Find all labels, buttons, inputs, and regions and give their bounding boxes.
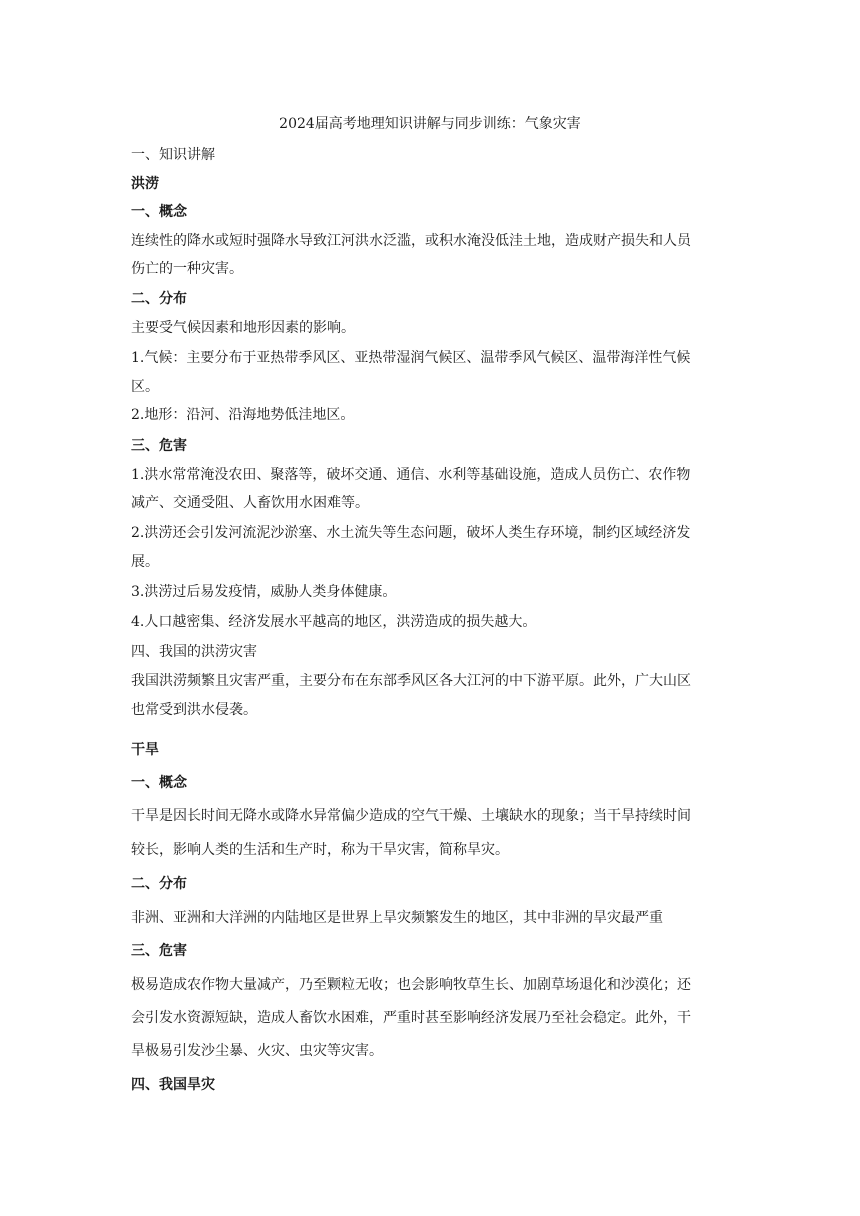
drought-distribution-heading: 二、分布	[131, 876, 187, 892]
flood-harm-line: 4.人口越密集、经济发展水平越高的地区，洪涝造成的损失越大。	[131, 614, 537, 630]
flood-harm-line: 1.洪水常常淹没农田、聚落等，破坏交通、通信、水利等基础设施，造成人员伤亡、农作物	[131, 467, 691, 483]
flood-concept-heading: 一、概念	[131, 204, 187, 220]
drought-china-heading: 四、我国旱灾	[131, 1077, 215, 1093]
drought-harm-line: 极易造成农作物大量减产，乃至颗粒无收；也会影响牧草生长、加剧草场退化和沙漠化；还	[131, 977, 691, 993]
flood-distribution-line: 区。	[131, 379, 159, 395]
flood-china-line: 也常受到洪水侵袭。	[131, 702, 257, 718]
section-heading: 一、知识讲解	[131, 147, 215, 163]
flood-harm-heading: 三、危害	[131, 438, 187, 454]
document-title: 2024届高考地理知识讲解与同步训练：气象灾害	[279, 116, 581, 132]
flood-distribution-heading: 二、分布	[131, 291, 187, 307]
drought-concept-line: 干旱是因长时间无降水或降水异常偏少造成的空气干燥、土壤缺水的现象；当干旱持续时间	[131, 808, 691, 824]
drought-heading: 干旱	[131, 742, 159, 758]
flood-harm-line: 展。	[131, 554, 159, 570]
drought-distribution-line: 非洲、亚洲和大洋洲的内陆地区是世界上旱灾频繁发生的地区，其中非洲的旱灾最严重	[131, 910, 663, 926]
flood-china-line: 我国洪涝频繁且灾害严重，主要分布在东部季风区各大江河的中下游平原。此外，广大山区	[131, 673, 691, 689]
drought-harm-heading: 三、危害	[131, 943, 187, 959]
flood-china-heading: 四、我国的洪涝灾害	[131, 644, 257, 660]
flood-harm-line: 3.洪涝过后易发疫情，威胁人类身体健康。	[131, 584, 397, 600]
flood-harm-line: 2.洪涝还会引发河流泥沙淤塞、水土流失等生态问题，破坏人类生存环境，制约区域经济发	[131, 525, 691, 541]
drought-harm-line: 旱极易引发沙尘暴、火灾、虫灾等灾害。	[131, 1043, 383, 1059]
drought-concept-line: 较长，影响人类的生活和生产时，称为干旱灾害，简称旱灾。	[131, 842, 509, 858]
flood-distribution-intro: 主要受气候因素和地形因素的影响。	[131, 320, 355, 336]
drought-concept-heading: 一、概念	[131, 775, 187, 791]
flood-harm-line: 减产、交通受阻、人畜饮用水困难等。	[131, 495, 369, 511]
flood-concept-line: 连续性的降水或短时强降水导致江河洪水泛滥，或积水淹没低洼土地，造成财产损失和人员	[131, 233, 691, 249]
flood-concept-line: 伤亡的一种灾害。	[131, 261, 243, 277]
drought-harm-line: 会引发水资源短缺，造成人畜饮水困难，严重时甚至影响经济发展乃至社会稳定。此外，干	[131, 1010, 691, 1026]
flood-distribution-line: 1.气候：主要分布于亚热带季风区、亚热带湿润气候区、温带季风气候区、温带海洋性气候	[131, 350, 691, 366]
flood-heading: 洪涝	[131, 176, 159, 192]
flood-distribution-line: 2.地形：沿河、沿海地势低洼地区。	[131, 407, 355, 423]
